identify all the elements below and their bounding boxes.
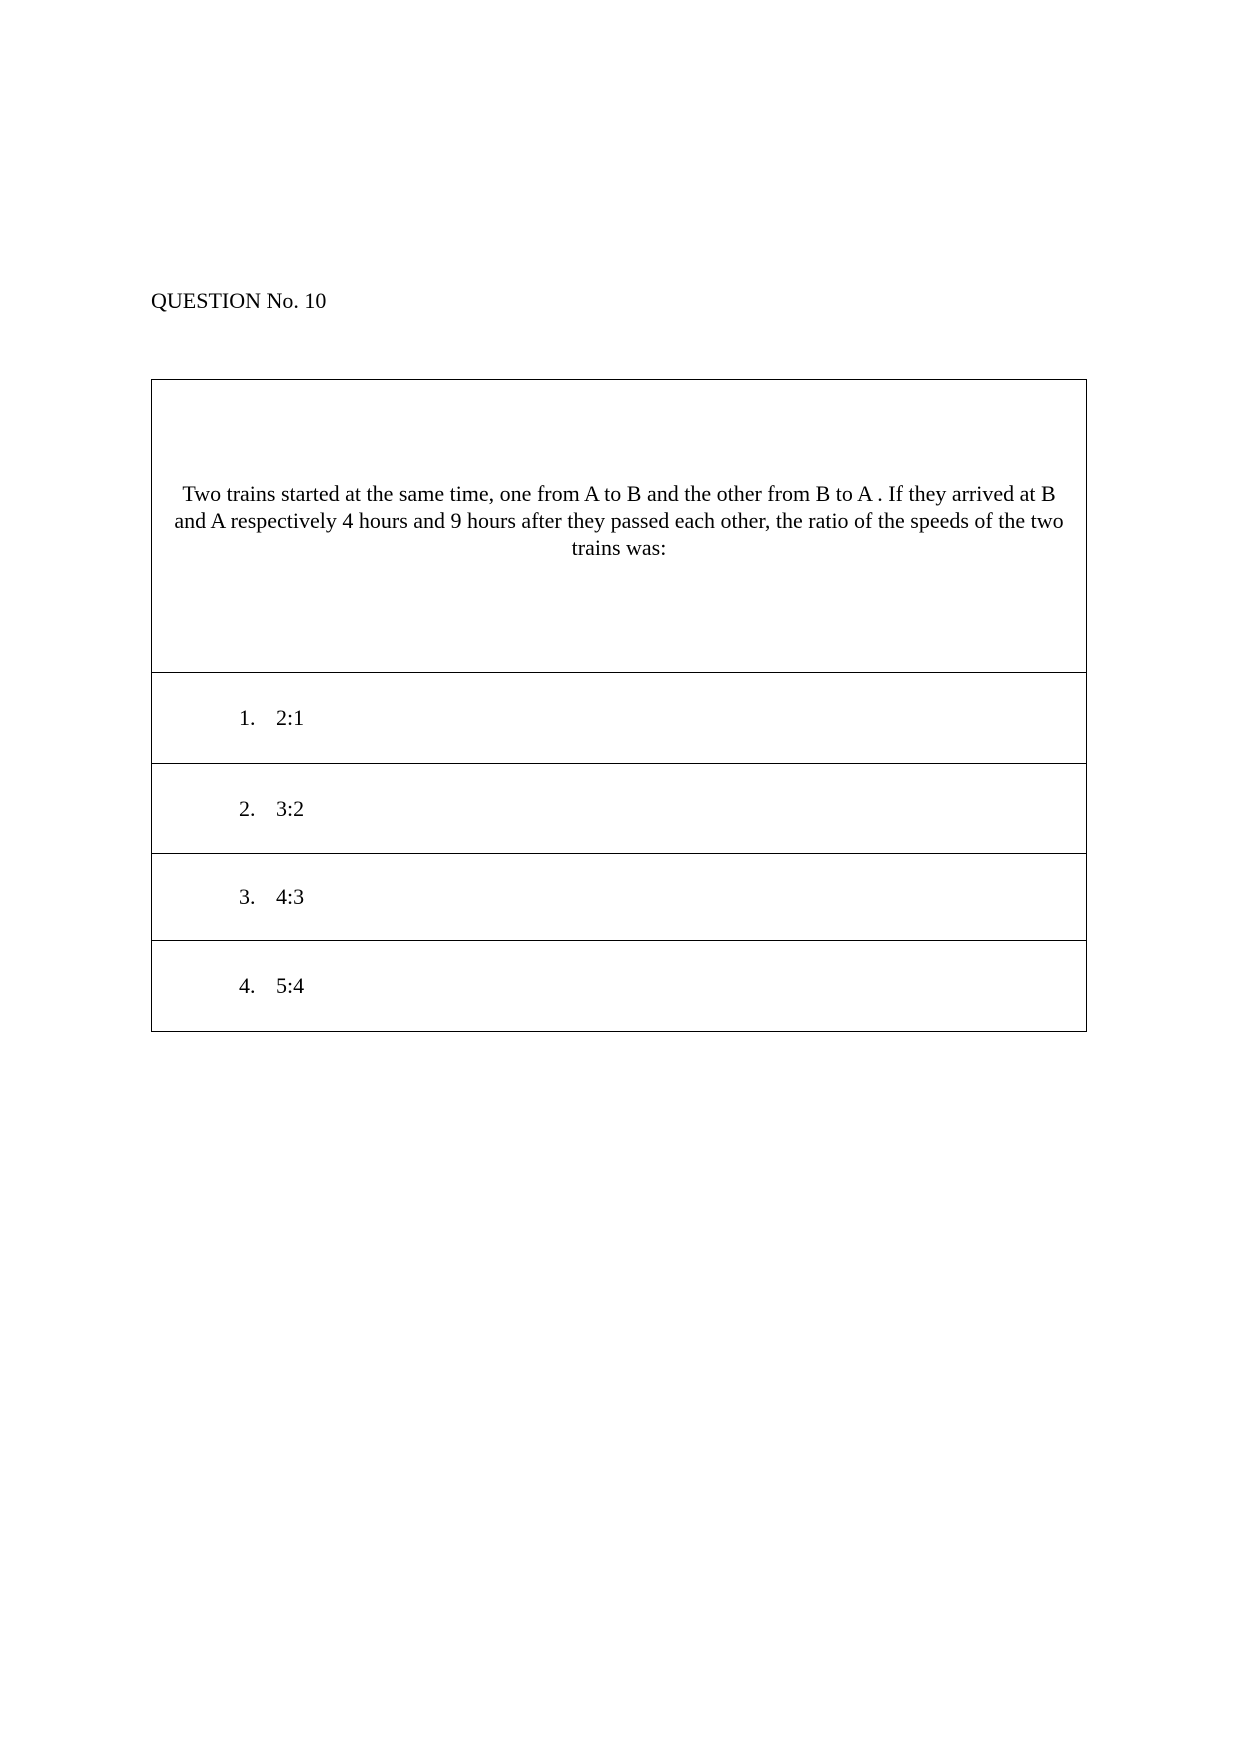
- question-table: [151, 379, 1087, 1032]
- option-row-2[interactable]: [152, 764, 1087, 854]
- option-text: 3:2: [276, 795, 305, 821]
- option-4[interactable]: [152, 972, 1086, 1000]
- option-1[interactable]: [152, 704, 1086, 732]
- option-cell-1[interactable]: [152, 673, 1087, 764]
- option-cell-3[interactable]: [152, 854, 1087, 941]
- option-3[interactable]: [152, 883, 1086, 911]
- question-stem: Two trains started at the same time, one from A to B and the other from B to A . If they arrived at B and A respectively 4 hours and 9 hours after they passed each other, the ratio of the speeds of the two trains was:: [174, 480, 1064, 560]
- option-2[interactable]: [152, 795, 1086, 823]
- option-cell-4[interactable]: [152, 941, 1087, 1032]
- question-stem-cell: [152, 380, 1087, 673]
- option-number: 4.: [239, 973, 256, 998]
- option-text: 4:3: [276, 884, 305, 909]
- option-row-3[interactable]: [152, 854, 1087, 941]
- option-cell-2[interactable]: [152, 764, 1087, 854]
- option-number: 3.: [239, 884, 256, 909]
- option-text: 5:4: [276, 973, 305, 998]
- option-number: 1.: [239, 705, 256, 730]
- option-text: 2:1: [276, 705, 305, 730]
- option-row-1[interactable]: [152, 673, 1087, 764]
- question-heading: QUESTION No. 10: [151, 288, 327, 313]
- option-number: 2.: [239, 795, 256, 821]
- option-row-4[interactable]: [152, 941, 1087, 1032]
- question-stem-row: [152, 380, 1087, 673]
